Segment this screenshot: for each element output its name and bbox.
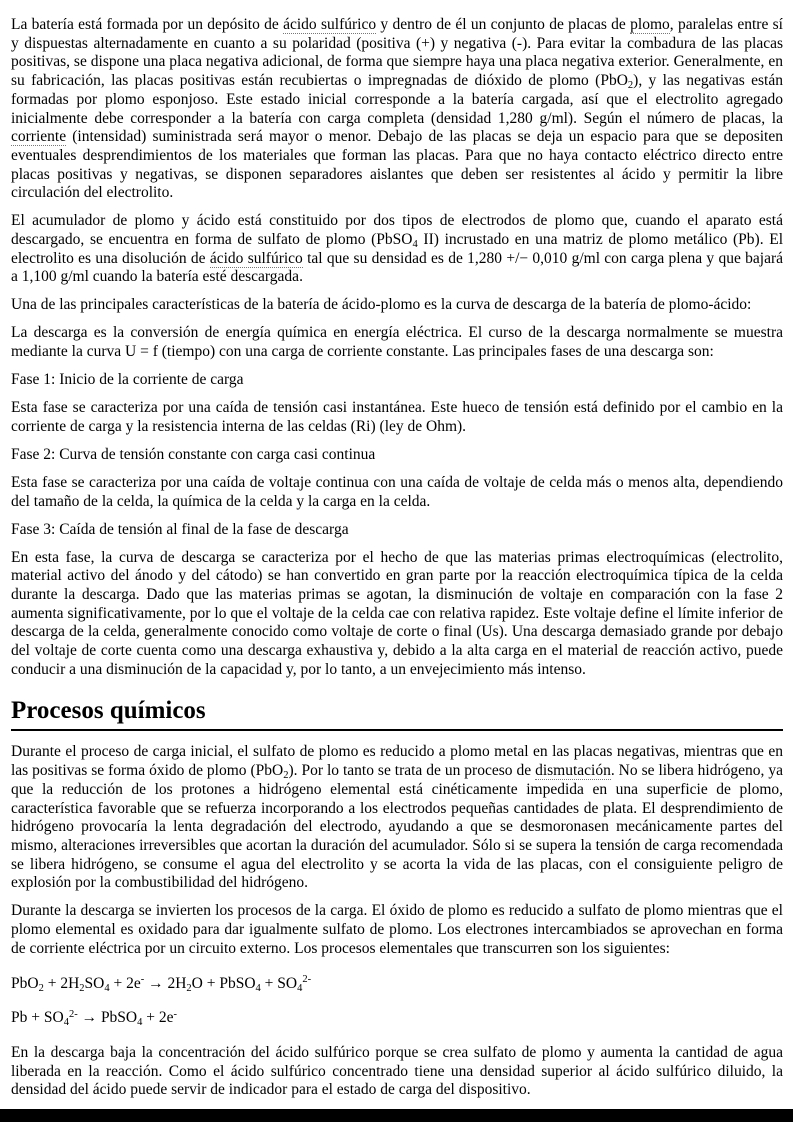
text-run: y dentro de él un conjunto de placas de <box>376 16 631 33</box>
discharge-intro-paragraph <box>11 324 783 361</box>
text-run: → 2H <box>144 974 187 992</box>
text-run: El acumulador de plomo y ácido está constituido por dos tipos de electrodos de plomo que, cuando el aparato está descargado, se encuentra en forma de sulfato de plomo (PbSO <box>11 212 783 249</box>
phase-3-description <box>11 549 783 680</box>
text-run: Durante la descarga se invierten los procesos de la carga. El óxido de plomo es reducido a sulfato de plomo mientras que el plomo elemental es oxidado para dar igualmente sulfato de plomo. Los electrones intercambiados se aprovechan en forma de corriente eléctrica por un circuito externo. Los procesos elementales que transcurren son los siguientes: <box>11 902 783 957</box>
superscript: - <box>140 974 145 985</box>
subscript: 4 <box>255 982 261 994</box>
text-run: + SO <box>260 974 298 992</box>
link-dismutacion[interactable]: dismutación <box>535 762 611 780</box>
text-run: Fase 1: Inicio de la corriente de carga <box>11 371 244 389</box>
link-plomo[interactable]: plomo <box>630 16 670 33</box>
text-run: En esta fase, la curva de descarga se caracteriza por el hecho de que las materias primas electroquímicas (electrolito, material activo del ánodo y del cátodo) se han convertido en gran parte por la reacción electroquímica típica de la celda durante la descarga. Dado que las materias primas se agotan, la disminución de voltaje en comparación con la fase 2 aumenta significativamente, por lo que el voltaje de la celda cae con relativa rapidez. Este voltaje define el límite inferior de descarga de la celda, generalmente conocido como voltaje de corte o final (Us). Una descarga demasiado grande por debajo del voltaje de corte cuenta como una descarga exhaustiva y, debido a la alta carga en el material de reacción activo, puede conducir a una disminución de la capacidad y, por lo tanto, a un envejecimiento más intenso. <box>11 548 783 678</box>
text-run: (intensidad) suministrada será mayor o menor. Debajo de las placas se deja un espacio para que se depositen eventuales desprendimientos de los materiales que forman las placas. Para que no haya contacto eléctrico directo entre placas positivas y negativas, se disponen separadores aislantes que deben ser resistentes al ácido y permitir la libre circulación del electrolito. <box>11 128 783 202</box>
phase-2-label <box>11 446 783 465</box>
text-run: O + PbSO <box>191 974 256 992</box>
text-run: + 2H <box>43 974 80 992</box>
subscript: 4 <box>297 982 303 994</box>
text-run: , paralelas entre sí y dispuestas alternadamente en cuanto a su polaridad (positiva (+) y negativa (-). Para evitar la combadura de las placas positivas, se dispone una placa negativa adicional, de forma que siempre haya una placa negativa exterior. Generalmente, en su fabricación, las placas positivas están recubiertas o impregnadas de dióxido de plomo (PbO <box>11 16 783 90</box>
subscript: 2 <box>38 982 44 994</box>
text-run: tal que su densidad es de 1,280 +/− 0,010 g/ml con carga plena y que bajará a 1,100 g/ml cuando la batería esté descargada. <box>11 249 783 286</box>
superscript: 2- <box>68 1008 78 1020</box>
text-run: ), y las negativas están formadas por plomo esponjoso. Este estado inicial corresponde a la batería cargada, así que el electrolito agregado inicialmente debe corresponder a la batería con carga completa (densidad 1,280 g/ml). Según el número de placas, la <box>11 72 783 127</box>
equation-discharge-positive <box>11 975 783 994</box>
text-run: → PbSO <box>77 1009 138 1027</box>
phase-1-description <box>11 399 783 436</box>
text-run: ). Por lo tanto se trata de un proceso de <box>288 762 536 780</box>
text-run: Esta fase se caracteriza por una caída de tensión casi instantánea. Este hueco de tensión está definido por el cambio en la corriente de carga y la resistencia interna de las celdas (Ri) (ley de Ohm). <box>11 399 783 435</box>
link-acido-sulfurico[interactable]: ácido sulfúrico <box>283 16 377 33</box>
charge-process-paragraph <box>11 743 783 893</box>
text-run: . No se libera hidrógeno, ya que la reducción de los protones a hidrógeno elemental está cinéticamente impedida en una superficie de plomo, característica favorable que se refuerza incorporando a los electrodos pequeñas cantidades de plata. El desprendimiento de hidrógeno provocaría la lenta degradación del electrodo, ayudando a que se desmoronasen mecánicamente partes del mismo, alteraciones irreversibles que acortan la duración del acumulador. Sólo si se supera la tensión de carga recomendada se libera hidrógeno, se consume el agua del electrolito y se acorta la vida de las placas, con el consiguiente peligro de explosión por la combustibilidad del hidrógeno. <box>11 762 783 892</box>
superscript: - <box>173 1008 177 1020</box>
text-run: Durante el proceso de carga inicial, el sulfato de plomo es reducido a plomo metal en las placas negativas, mientras que en las positivas se forma óxido de plomo (PbO <box>11 743 783 780</box>
subscript: 2 <box>627 80 634 92</box>
discharge-process-paragraph <box>11 902 783 958</box>
subscript: 2 <box>283 770 289 782</box>
text-run: + 2e <box>142 1009 174 1027</box>
accumulator-paragraph <box>11 212 783 287</box>
phase-3-label <box>11 521 783 540</box>
superscript: 2- <box>302 974 312 985</box>
link-corriente[interactable]: corriente <box>11 128 67 146</box>
text-run: Esta fase se caracteriza por una caída de voltaje continua con una caída de voltaje de celda más o menos alta, dependiendo del tamaño de la celda, la química de la celda y la carga en la celda. <box>11 473 783 510</box>
subscript: 2 <box>79 982 85 994</box>
text-run: + 2e <box>109 974 141 992</box>
link-acido-sulfurico-2[interactable]: ácido sulfúrico <box>209 249 303 267</box>
phase-2-description <box>11 474 783 511</box>
text-run: En la descarga baja la concentración del ácido sulfúrico porque se crea sulfato de plomo y aumenta la cantidad de agua liberada en la reacción. Como el ácido sulfúrico concentrado tiene una densidad superior al ácido sulfúrico diluido, la densidad del ácido puede servir de indicador para el estado de carga del dispositivo. <box>11 1043 783 1099</box>
equation-discharge-negative <box>11 1009 783 1028</box>
phase-1-label <box>11 371 783 390</box>
text-run: Fase 3: Caída de tensión al final de la fase de descarga <box>11 520 349 538</box>
subscript: 4 <box>137 1017 143 1029</box>
text-run: II) incrustado en una matriz de plomo metálico (Pb). El electrolito es una disolución de <box>11 231 784 267</box>
characteristics-paragraph <box>11 296 783 315</box>
text-run: Fase 2: Curva de tensión constante con carga casi continua <box>11 445 376 463</box>
bottom-black-bar <box>0 1109 793 1122</box>
text-run: Una de las principales características de la batería de ácido-plomo es la curva de descarga de la batería de plomo-ácido: <box>11 296 752 314</box>
intro-paragraph <box>11 16 783 203</box>
section-heading-procesos-quimicos: Procesos químicos <box>11 697 783 731</box>
subscript: 4 <box>63 1017 69 1029</box>
text-run: La descarga es la conversión de energía química en energía eléctrica. El curso de la descarga normalmente se muestra mediante la curva U = f (tiempo) con una carga de corriente constante. Las principales fases de una descarga son: <box>11 324 783 361</box>
text-run: PbO <box>11 974 39 992</box>
subscript: 2 <box>186 982 192 994</box>
density-indicator-paragraph <box>11 1044 783 1100</box>
subscript: 4 <box>412 239 418 251</box>
text-run: La batería está formada por un depósito de <box>11 16 284 33</box>
text-run: SO <box>84 974 105 992</box>
text-run: Pb + SO <box>11 1009 64 1027</box>
subscript: 4 <box>104 982 110 994</box>
